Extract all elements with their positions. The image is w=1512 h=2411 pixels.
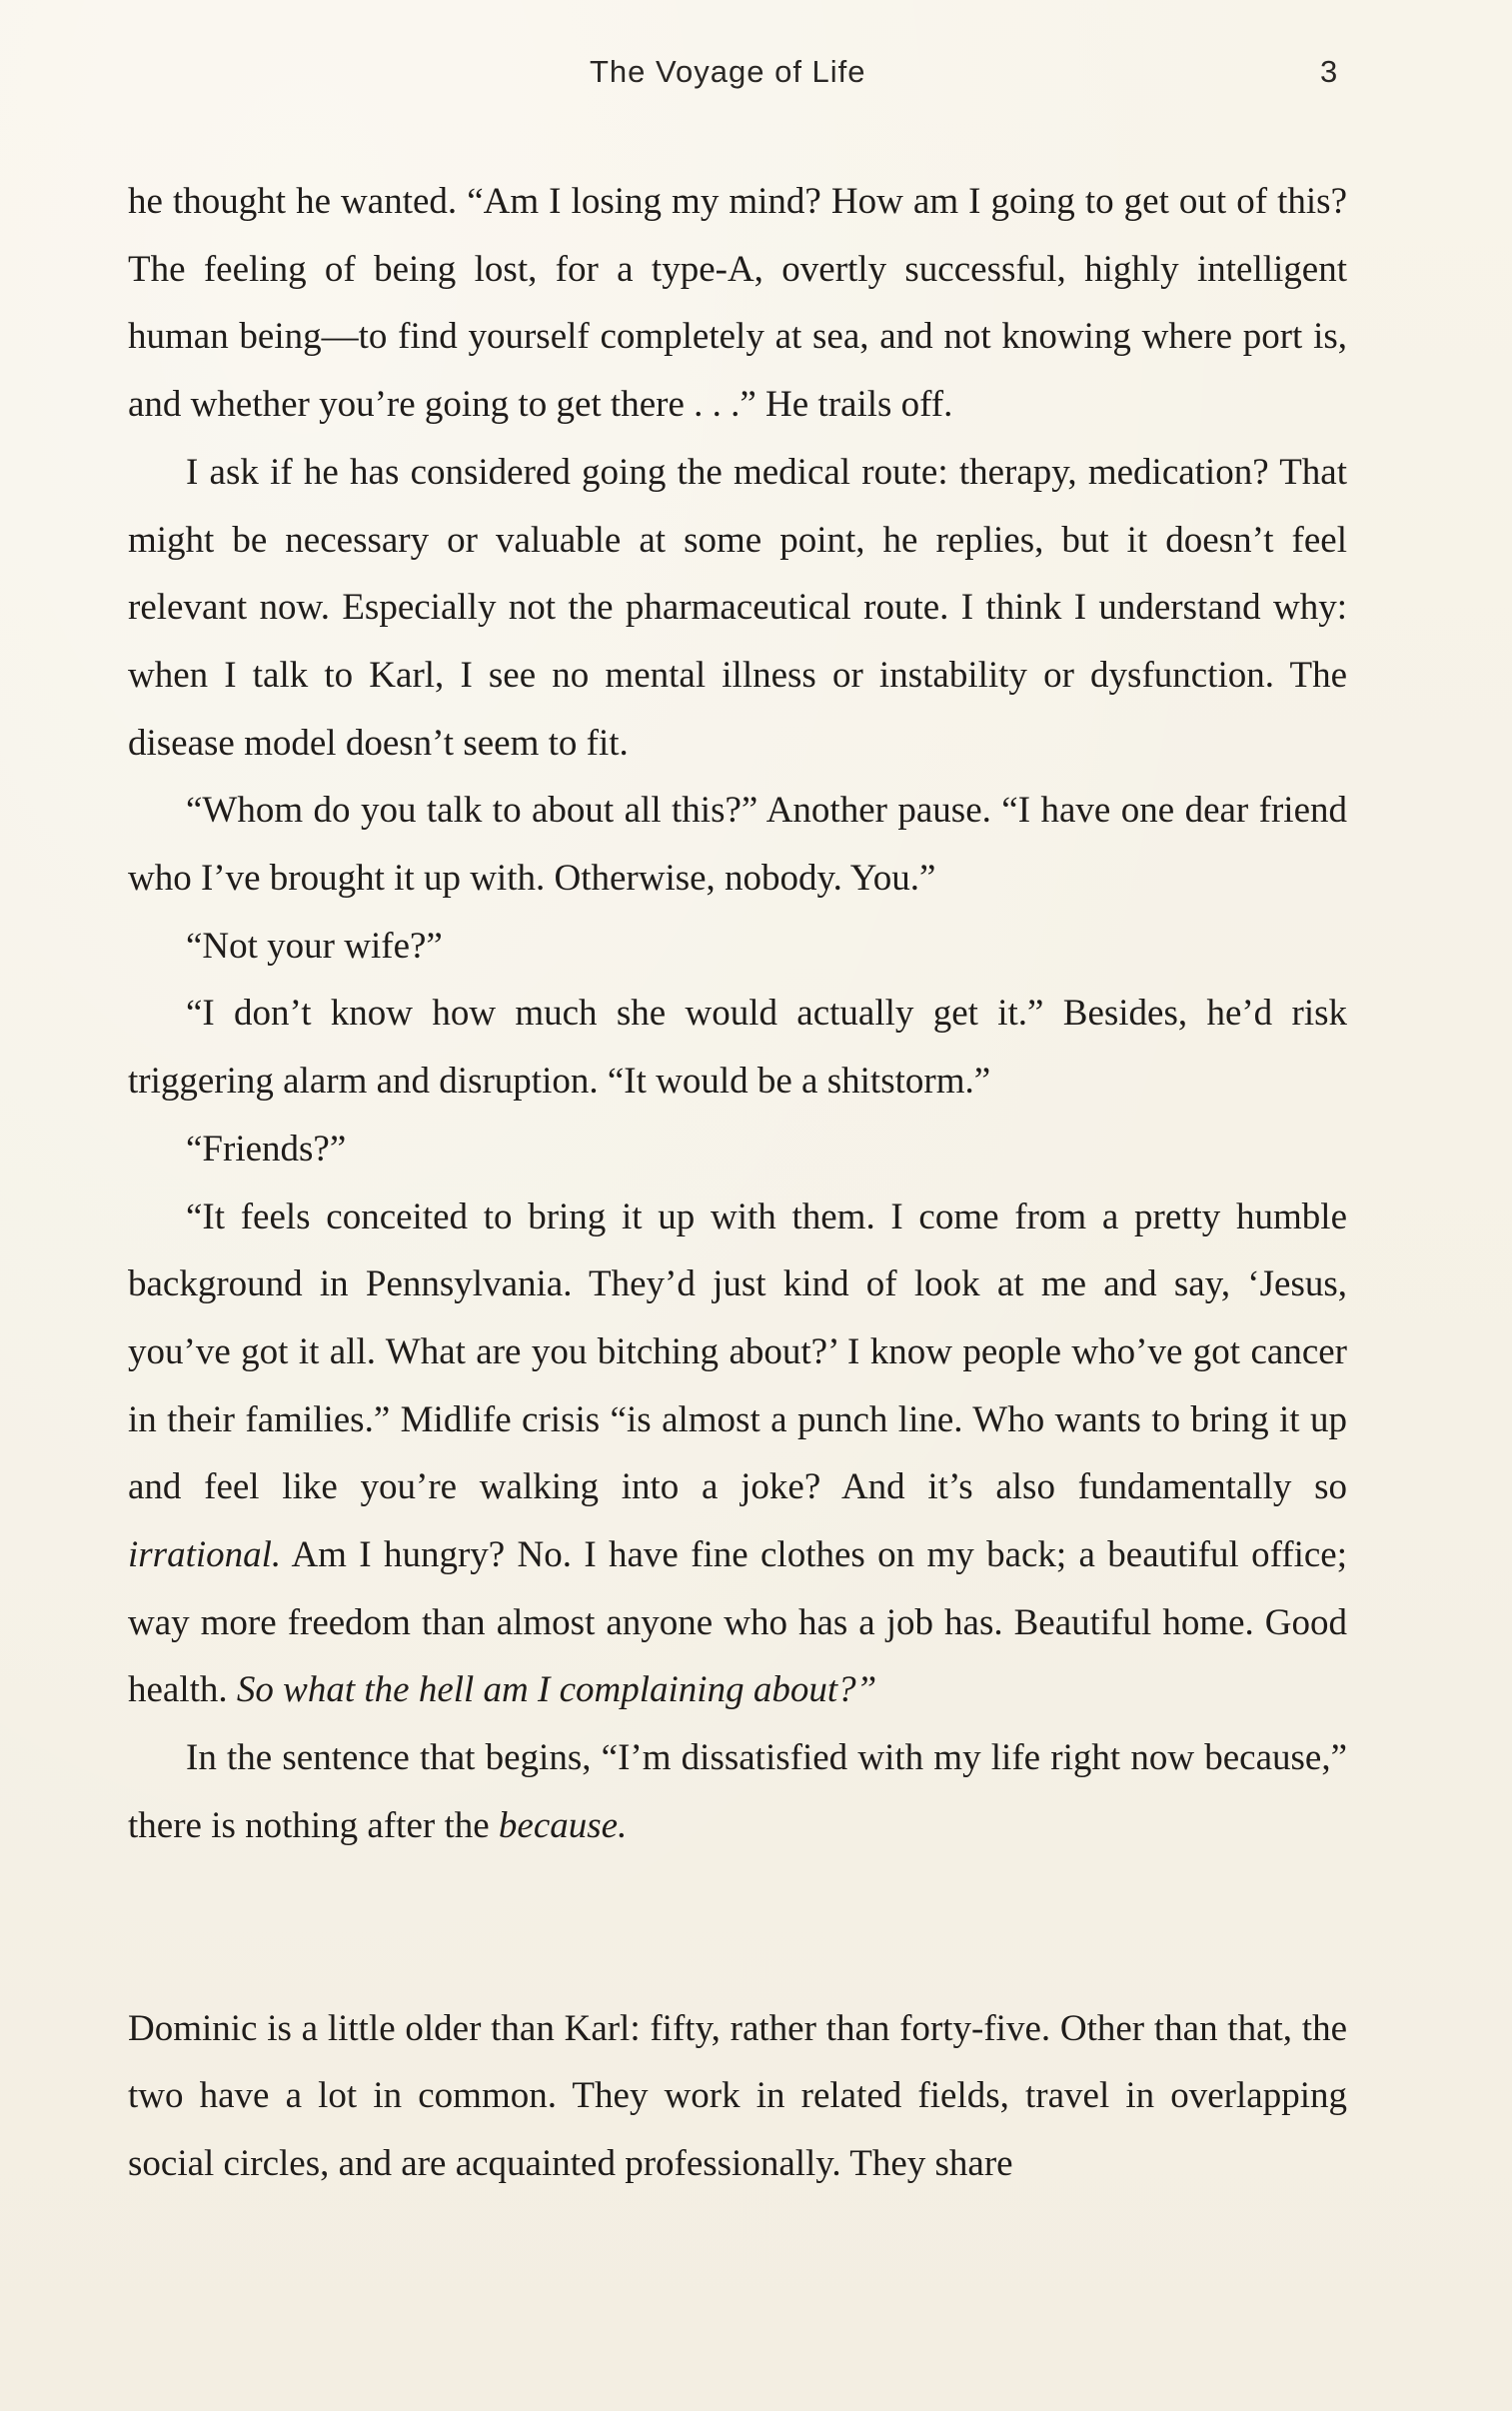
italic-irrational: irrational. (128, 1534, 282, 1576)
paragraph-medical-route: I ask if he has considered going the medical route: therapy, medication? That might be necessary or valuable at some point, he replies, but it doesn’t feel relevant now. Especially not the pharmaceutical route. I think I understand why: when I talk to Karl, I see no mental illness or instability or dysfunction. The disease model doesn’t seem to fit. (128, 451, 1347, 764)
conceited-text-middle: Am I hungry? No. I have fine clothes on my back; a beautiful office; way more freedom than almost anyone who has a job has. Beautiful home. Good health. (128, 1534, 1347, 1711)
italic-because: because. (498, 1804, 628, 1846)
paragraph-whom-talk: “Whom do you talk to about all this?” Another pause. “I have one dear friend who I’ve brought it up with. Otherwise, nobody. You.” (128, 790, 1347, 900)
paragraph-not-wife: “Not your wife?” (186, 925, 443, 967)
section-break (128, 1860, 1347, 1995)
italic-complaining: So what the hell am I complaining about?” (236, 1669, 877, 1711)
running-header (0, 50, 1512, 100)
body-text (128, 168, 1347, 2198)
paragraph-friends: “Friends?” (186, 1128, 347, 1170)
paragraph-conceited (128, 1184, 1347, 1725)
conceited-text-start: “It feels conceited to bring it up with them. I come from a pretty humble background in Pennsylvania. They’d just kind of look at me and say, ‘Jesus, you’ve got it all. What are you bitching about?’ I know people who’ve got cancer in their families.” Midlife crisis “is almost a punch line. Who wants to bring it up and feel like you’re walking into a joke? And it’s also fundamentally so (128, 1196, 1347, 1508)
paragraph-dont-know: “I don’t know how much she would actually get it.” Besides, he’d risk triggering alarm and disruption. “It would be a shitstorm.” (128, 993, 1347, 1103)
running-title: The Voyage of Life (590, 54, 866, 89)
paragraph-continued: he thought he wanted. “Am I losing my mind? How am I going to get out of this? The feeling of being lost, for a type-A, overtly successful, highly intelligent human being—to find yourself completely at sea, and not knowing where port is, and whether you’re going to get there . . .” He trails off. (128, 181, 1347, 426)
dissatisfied-text: In the sentence that begins, “I’m dissatisfied with my life right now because,” there is nothing after the (128, 1737, 1347, 1846)
paragraph-dominic: Dominic is a little older than Karl: fifty, rather than forty-five. Other than that, the two have a lot in common. They work in related fields, travel in overlapping social circles, and are acquainted professionally. They share (128, 2007, 1347, 2184)
paragraph-dissatisfied (128, 1724, 1347, 1859)
page-number: 3 (1320, 54, 1339, 89)
